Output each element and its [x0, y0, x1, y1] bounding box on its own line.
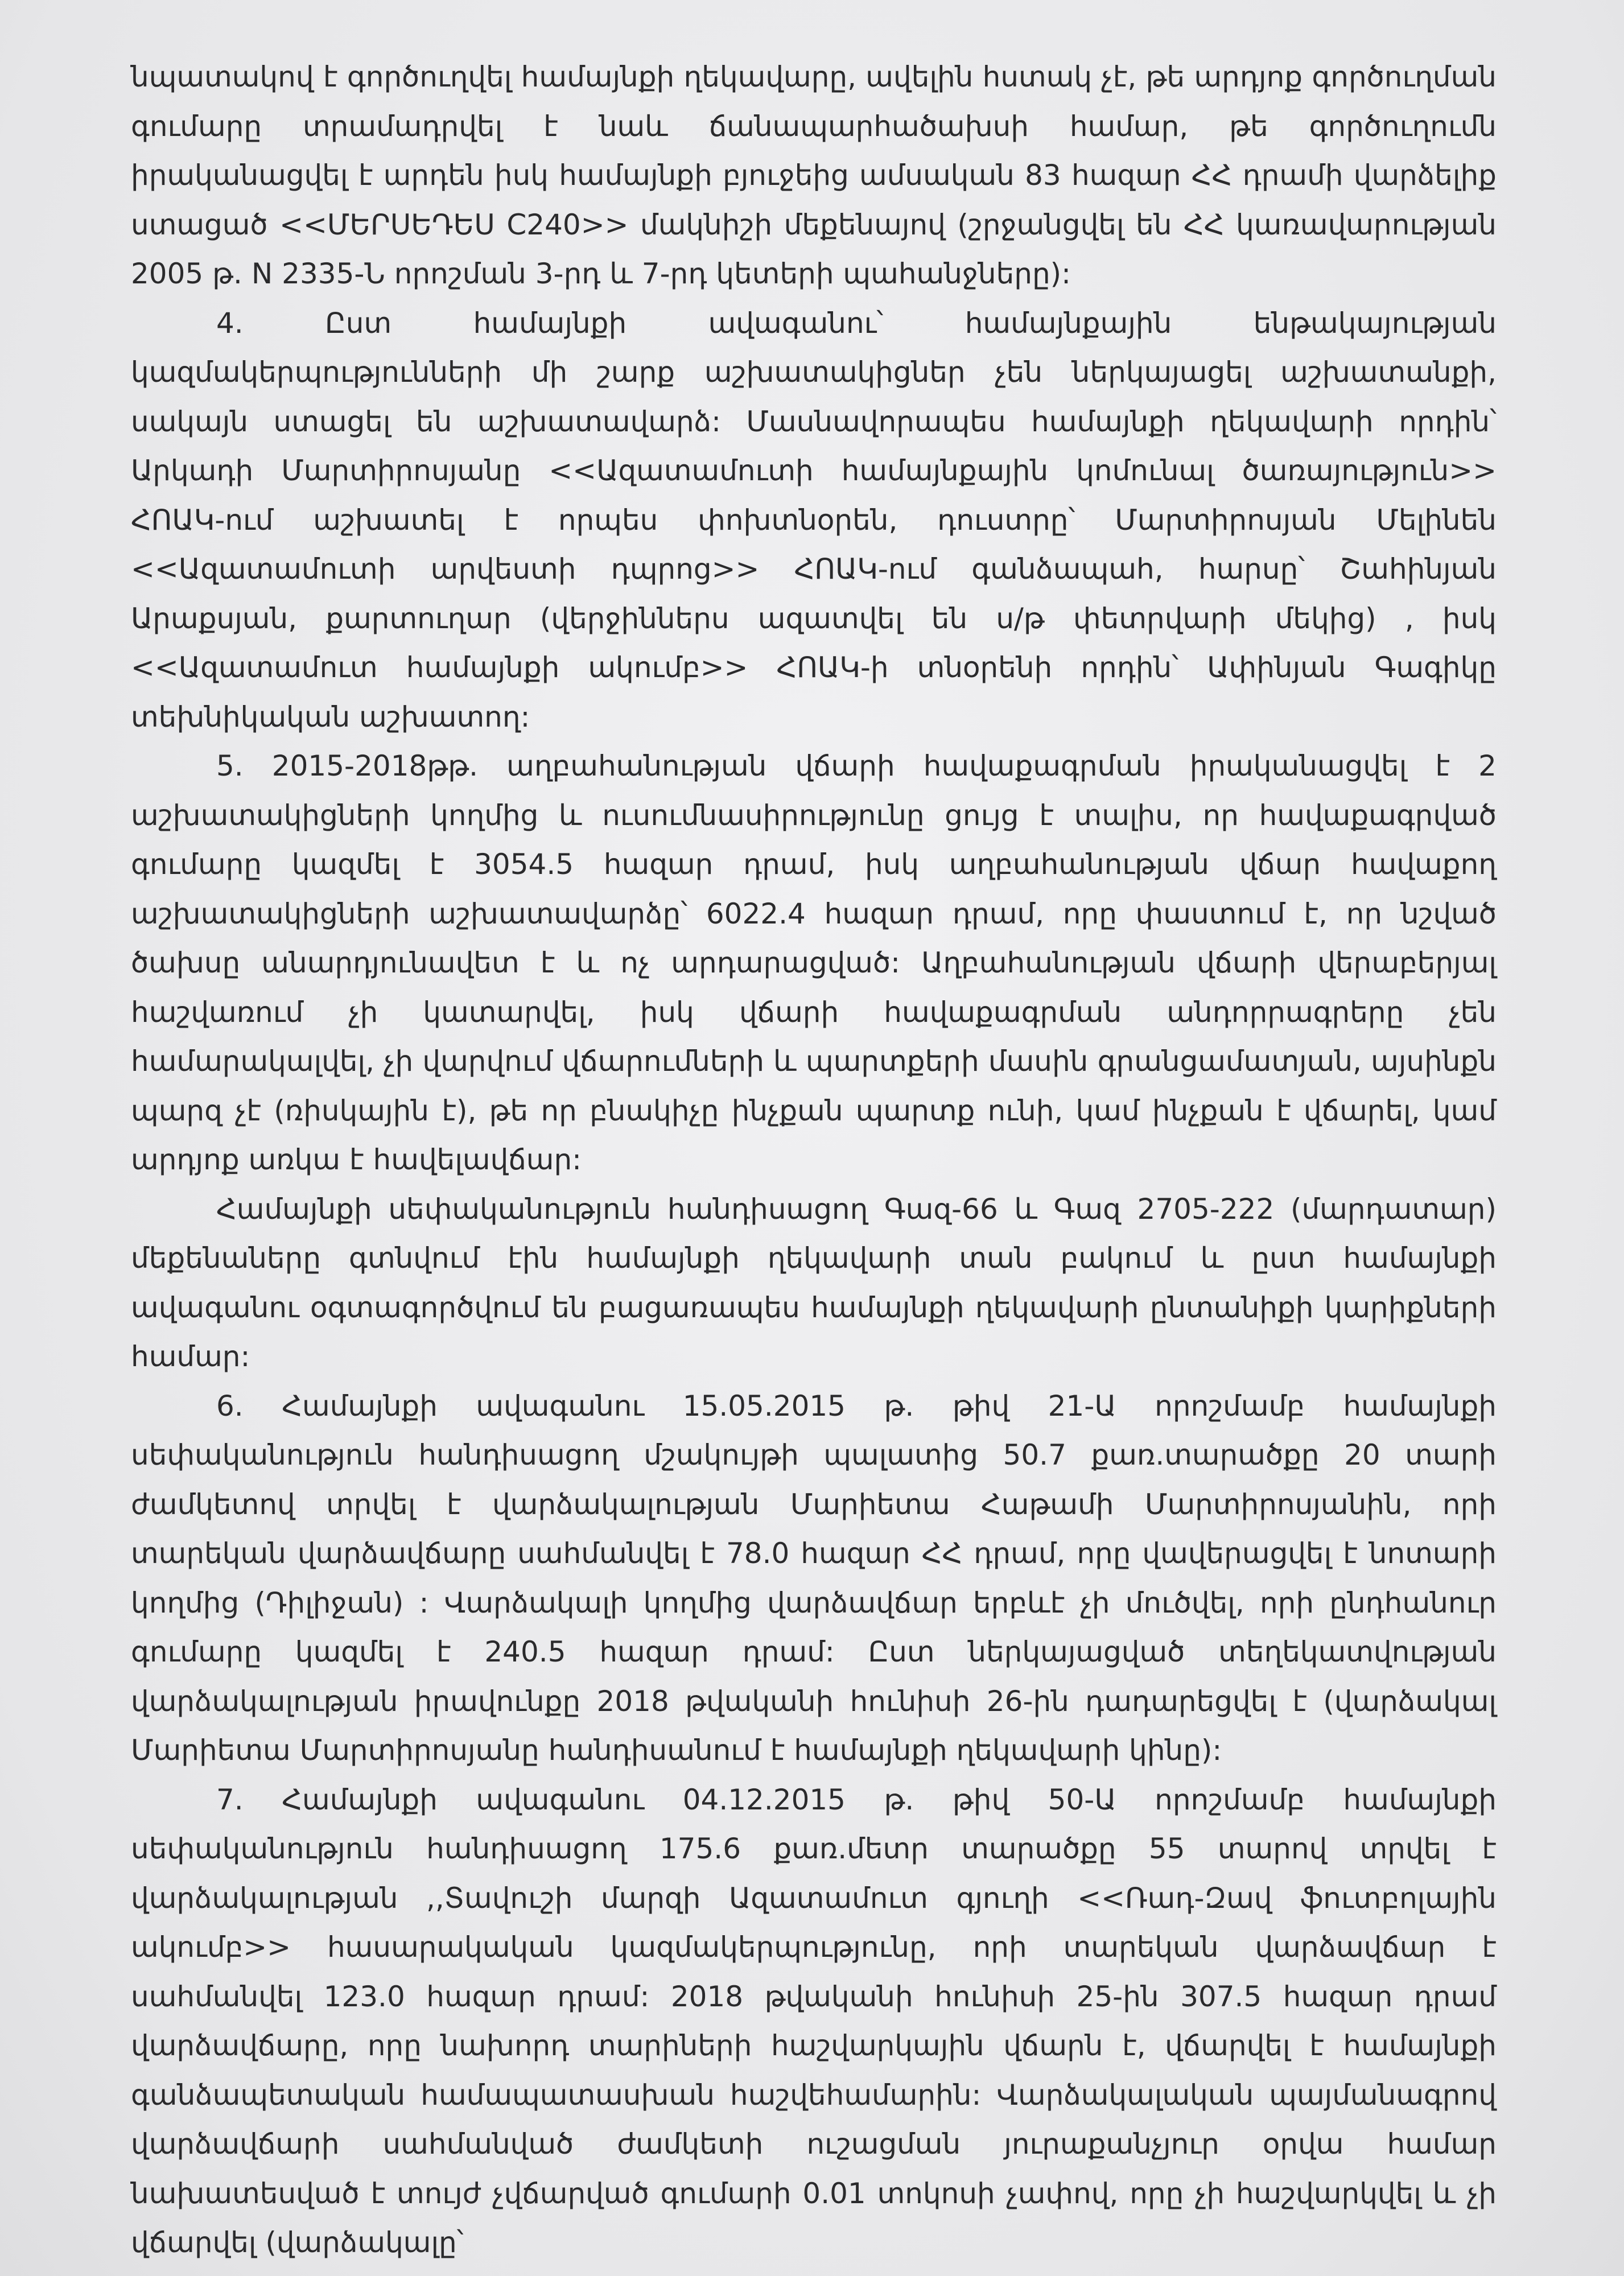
paragraph-item-6: 6. Համայնքի ավագանու 15.05.2015 թ. թիվ 21-Ա որոշմամբ համայնքի սեփականություն հանդիսացող մշակույթի պալատից 50.7 քառ.տարածքը 20 տարի ժամկետով տրվել է վարձակալության Մարիետա Հաթամի Մարտիրոսյանին, որի տարեկան վարձավճարը սահմանվել է 78.0 հազար ՀՀ դրամ, որը վավերացվել է նոտարի կողմից (Դիլիջան) : Վարձակալի կողմից վարձավճար երբևէ չի մուծվել, որի ընդհանուր գումարը կազմել է 240.5 հազար դրամ: Ըստ ներկայացված տեղեկատվության վարձակալության իրավունքը 2018 թվականի հունիսի 26-ին դադարեցվել է (վարձակալ Մարիետա Մարտիրոսյանը հանդիսանում է համայնքի ղեկավարի կինը):: [131, 1389, 1497, 1767]
paragraph-item-5: 5. 2015-2018թթ. աղբահանության վճարի հավաքագրման իրականացվել է 2 աշխատակիցների կողմից և ուսումնասիրությունը ցույց է տալիս, որ հավաքագրված գումարը կազմել է 3054.5 հազար դրամ, իսկ աղբահանության վճար հավաքող աշխատակիցների աշխատավարձը՝ 6022.4 հազար դրամ, որը փաստում է, որ նշված ծախսը անարդյունավետ է և ոչ արդարացված: Աղբահանության վճարի վերաբերյալ հաշվառում չի կատարվել, իսկ վճարի հավաքագրման անդորրագրերը չեն համարակալվել, չի վարվում վճարումների և պարտքերի մասին գրանցամատյան, այսինքն պարզ չէ (ռիսկային է), թե որ բնակիչը ինչքան պարտք ունի, կամ ինչքան է վճարել, կամ արդյոք առկա է հավելավճար:: [131, 749, 1497, 1176]
document-body: [131, 52, 1497, 2267]
paragraph-vehicles: Համայնքի սեփականություն հանդիսացող Գազ-66 և Գազ 2705-222 (մարդատար) մեքենաները գտնվում էին համայնքի ղեկավարի տան բակում և ըստ համայնքի ավագանու օգտագործվում են բացառապես համայնքի ղեկավարի ընտանիքի կարիքների համար:: [131, 1192, 1497, 1373]
paragraph-continuation: նպատակով է գործուղվել համայնքի ղեկավարը, ավելին հստակ չէ, թե արդյոք գործուղման գումարը տրամադրվել է նաև ճանապարհածախսի համար, թե գործուղումն իրականացվել է արդեն իսկ համայնքի բյուջեից ամսական 83 հազար ՀՀ դրամի վարձելիք ստացած <<ՄԵՐՍԵԴԵՍ C240>> մակնիշի մեքենայով (շրջանցվել են ՀՀ կառավարության 2005 թ. N 2335-Ն որոշման 3-րդ և 7-րդ կետերի պահանջները):: [131, 60, 1497, 290]
paragraph-item-4: 4. Ըստ համայնքի ավագանու՝ համայնքային ենթակայության կազմակերպությունների մի շարք աշխատակիցներ չեն ներկայացել աշխատանքի, սակայն ստացել են աշխատավարձ: Մասնավորապես համայնքի ղեկավարի որդին՝ Արկադի Մարտիրոսյանը <<Ազատամուտի համայնքային կոմունալ ծառայություն>> ՀՈԱԿ-ում աշխատել է որպես փոխտնօրեն, դուստրը՝ Մարտիրոսյան Մելինեն <<Ազատամուտի արվեստի դպրոց>> ՀՈԱԿ-ում գանձապահ, հարսը՝ Շահինյան Արաքսյան, քարտուղար (վերջիններս ազատվել են ս/թ փետրվարի մեկից) , իսկ <<Ազատամուտ համայնքի ակումբ>> ՀՈԱԿ-ի տնօրենի որդին՝ Ափինյան Գագիկը տեխնիկական աշխատող:: [131, 306, 1497, 733]
paragraph-item-7: 7. Համայնքի ավագանու 04.12.2015 թ. թիվ 50-Ա որոշմամբ համայնքի սեփականություն հանդիսացող 175.6 քառ.մետր տարածքը 55 տարով տրվել է վարձակալության ,,Տավուշի մարզի Ազատամուտ գյուղի <<Ռադ-Զավ ֆուտբոլային ակումբ>> հասարակական կազմակերպությունը, որի տարեկան վարձավճար է սահմանվել 123.0 հազար դրամ: 2018 թվականի հունիսի 25-ին 307.5 հազար դրամ վարձավճարը, որը նախորդ տարիների հաշվարկային վճարն է, վճարվել է համայնքի գանձապետական համապատասխան հաշվեհամարին: Վարձակալական պայմանագրով վարձավճարի սահմանված ժամկետի ուշացման յուրաքանչյուր օրվա համար նախատեսված է տույժ չվճարված գումարի 0.01 տոկոսի չափով, որը չի հաշվարկվել և չի վճարվել (վարձակալը՝: [131, 1783, 1497, 2259]
